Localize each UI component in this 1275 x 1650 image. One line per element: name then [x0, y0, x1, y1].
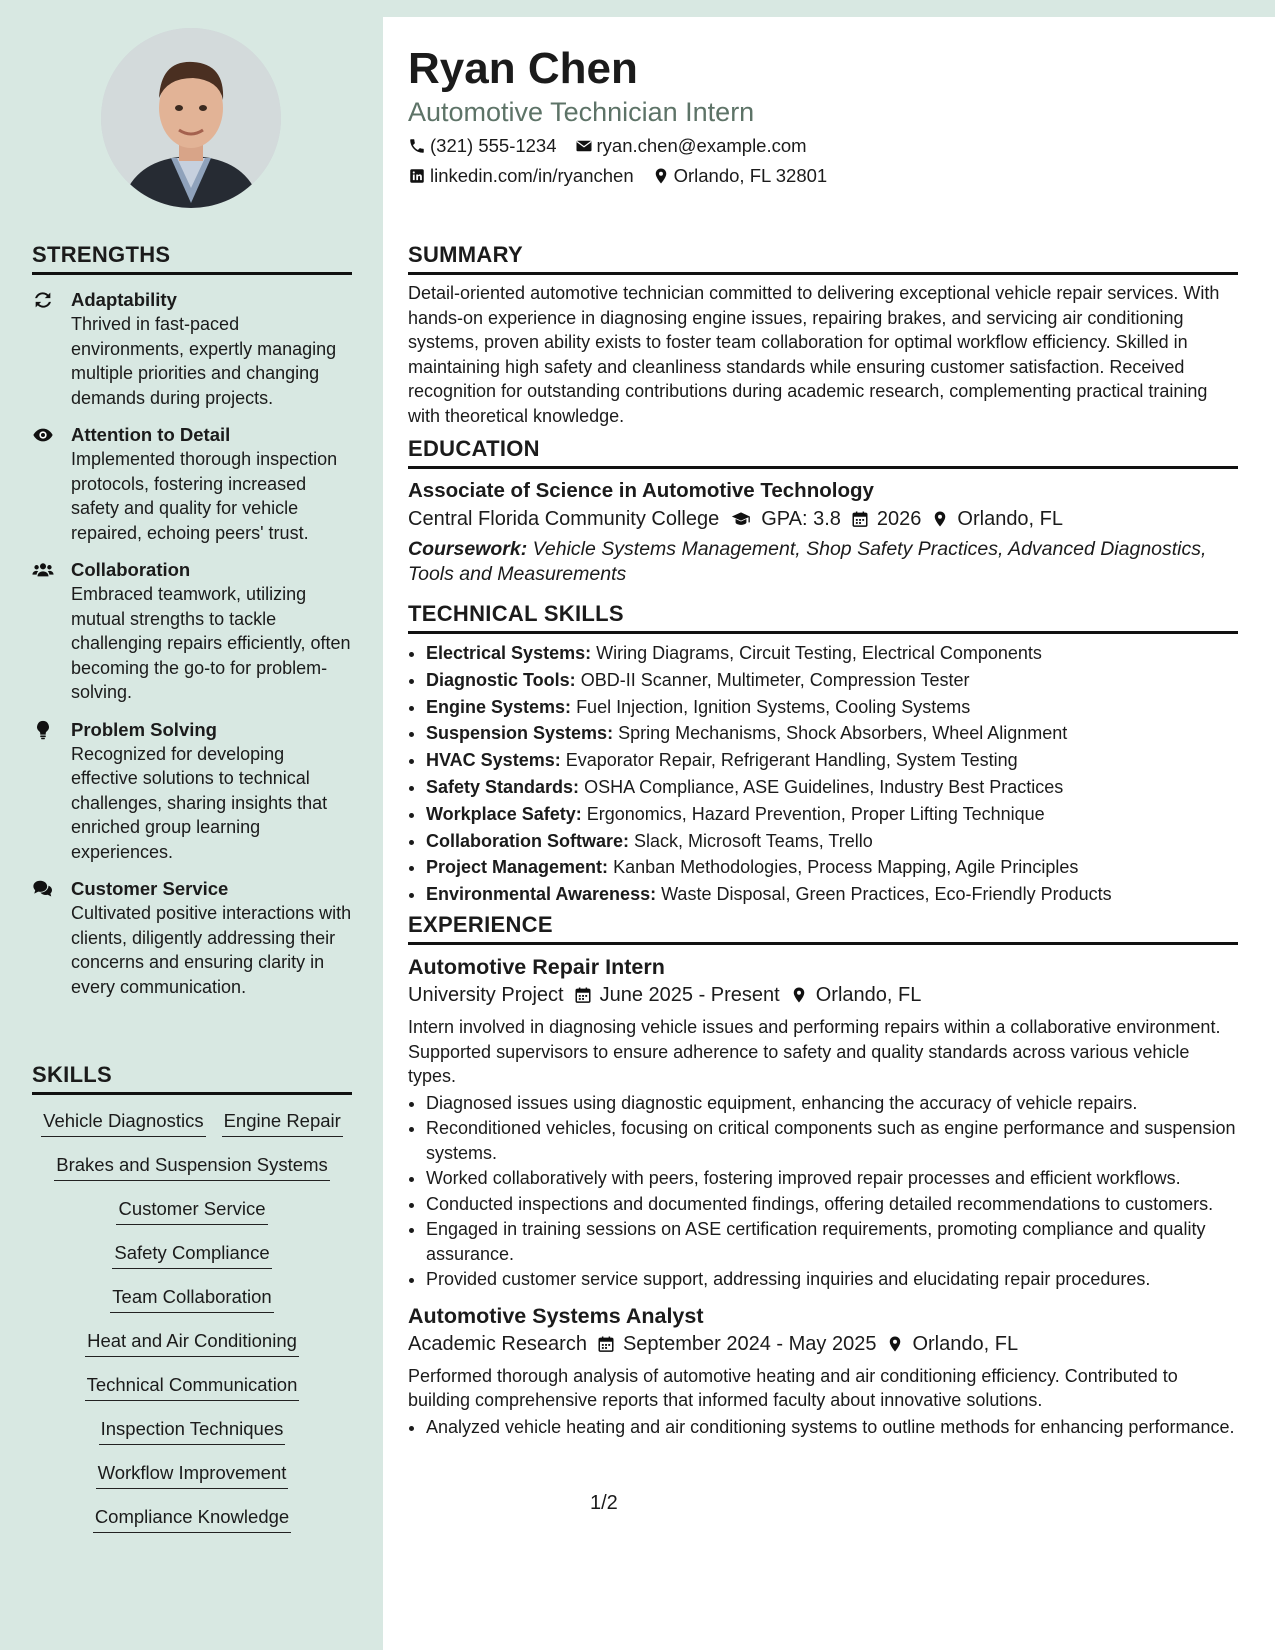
job-bullet: • Engaged in training sessions on ASE certification requirements, promoting compliance and quality assurance.: [426, 1217, 1238, 1266]
strength-title: Adaptability: [71, 289, 177, 310]
refresh-icon: [32, 289, 54, 311]
eye-icon: [32, 424, 54, 446]
technical-skills-heading: TECHNICAL SKILLS: [408, 601, 1238, 634]
degree-title: Associate of Science in Automotive Technology: [408, 479, 874, 502]
candidate-name: Ryan Chen: [408, 44, 638, 93]
strength-item: [32, 717, 352, 865]
job-location: Orlando, FL: [815, 984, 922, 1006]
page-number: 1/2: [590, 1492, 618, 1514]
email-contact: [575, 134, 807, 158]
strength-title: Problem Solving: [71, 718, 217, 740]
technical-skill-item: [426, 667, 1238, 694]
technical-skill-value: Slack, Microsoft Teams, Trello: [634, 830, 873, 851]
job-bullet: • Diagnosed issues using diagnostic equipment, enhancing the accuracy of vehicle repairs.: [426, 1091, 1238, 1116]
jobs-list: [408, 953, 1238, 1439]
skill-tag: Brakes and Suspension Systems: [54, 1153, 329, 1181]
skill-tag: Safety Compliance: [112, 1241, 271, 1269]
location-text: Orlando, FL 32801: [673, 165, 828, 186]
technical-skill-item: [426, 774, 1238, 801]
technical-skill-label: HVAC Systems:: [426, 750, 561, 771]
technical-skill-value: Waste Disposal, Green Practices, Eco-Friendly Products: [661, 884, 1112, 905]
technical-skills-list: [408, 640, 1238, 908]
gpa-item: [729, 505, 841, 533]
technical-skill-label: Project Management:: [426, 857, 609, 878]
summary-heading: SUMMARY: [408, 242, 1238, 275]
technical-skill-label: Diagnostic Tools:: [426, 669, 576, 690]
linkedin-contact: [408, 164, 634, 188]
contact-row-2: [408, 164, 827, 188]
calendar-icon: [574, 986, 592, 1004]
year-item: [851, 505, 922, 533]
skill-tag: Team Collaboration: [110, 1285, 273, 1313]
job-location-item: [790, 981, 922, 1009]
strength-description: Embraced teamwork, utilizing mutual strengths to tackle challenging repairs efficiently, often becoming the go-to for problem-solving.: [71, 584, 351, 702]
map-marker-icon: [931, 510, 949, 528]
technical-skill-value: Fuel Injection, Ignition Systems, Cooling Systems: [576, 696, 971, 717]
job-entry: [408, 953, 1238, 1292]
gpa-text: GPA: 3.8: [761, 508, 841, 530]
technical-skill-item: [426, 828, 1238, 855]
education-section: [408, 436, 1238, 587]
job-dates: September 2024 - May 2025: [622, 1332, 877, 1355]
experience-section: [408, 912, 1238, 1440]
skill-tag: Customer Service: [116, 1197, 267, 1225]
comments-icon: [32, 878, 54, 900]
coursework-label: Coursework:: [408, 538, 528, 560]
technical-skill-label: Suspension Systems:: [426, 723, 614, 744]
strength-title: Customer Service: [71, 878, 229, 899]
job-bullet: • Worked collaboratively with peers, fostering improved repair processes and efficient workflows.: [426, 1166, 1238, 1191]
job-dates-item: [574, 981, 780, 1009]
technical-skill-value: Evaporator Repair, Refrigerant Handling, System Testing: [565, 750, 1018, 771]
map-marker-icon: [790, 986, 808, 1004]
job-bullets: [408, 1091, 1238, 1292]
technical-skill-item: [426, 854, 1238, 881]
job-title: Automotive Repair Intern: [408, 955, 665, 979]
skills-list: [32, 1109, 352, 1533]
phone-contact: [408, 134, 557, 158]
lightbulb-icon: [32, 719, 54, 741]
job-meta: [408, 1330, 1238, 1358]
skill-tag: Vehicle Diagnostics: [41, 1109, 205, 1137]
users-icon: [32, 559, 54, 581]
skill-tag: Engine Repair: [222, 1109, 343, 1137]
main-content: [383, 17, 1275, 1650]
job-summary: Performed thorough analysis of automotive heating and air conditioning efficiency. Contributed to building comprehensive reports that informed faculty about innovative solutions.: [408, 1365, 1178, 1410]
technical-skill-item: [426, 881, 1238, 908]
linkedin-icon: [408, 167, 426, 185]
candidate-role: Automotive Technician Intern: [408, 97, 755, 127]
skills-section: [32, 1062, 352, 1533]
strength-description: Implemented thorough inspection protocols, fostering increased safety and quality for vehicle repaired, echoing peers' trust.: [71, 449, 338, 543]
job-dates-item: [597, 1330, 877, 1358]
job-location: Orlando, FL: [912, 1332, 1019, 1355]
technical-skill-item: [426, 747, 1238, 774]
strength-item: [32, 287, 352, 410]
location-contact: [652, 164, 828, 188]
education-heading: EDUCATION: [408, 436, 1238, 469]
strengths-list: [32, 287, 352, 999]
technical-skill-item: [426, 694, 1238, 721]
strength-item: [32, 422, 352, 545]
job-entry: [408, 1302, 1238, 1440]
map-marker-icon: [652, 167, 670, 185]
job-meta: [408, 981, 1238, 1009]
technical-skill-label: Workplace Safety:: [426, 803, 582, 824]
skill-tag: Technical Communication: [85, 1373, 300, 1401]
coursework: [408, 537, 1238, 587]
email-text: ryan.chen@example.com: [596, 135, 807, 156]
education-meta: [408, 505, 1238, 533]
year-text: 2026: [876, 508, 922, 530]
job-bullet: • Conducted inspections and documented findings, offering detailed recommendations to customers.: [426, 1192, 1238, 1217]
strength-description: Recognized for developing effective solutions to technical challenges, sharing insights that enriched group learning experiences.: [71, 743, 328, 862]
strengths-section: [32, 242, 352, 999]
education-location-text: Orlando, FL: [957, 508, 1064, 530]
sidebar: [0, 0, 383, 1650]
job-dates: June 2025 - Present: [599, 984, 780, 1006]
technical-skill-value: Spring Mechanisms, Shock Absorbers, Wheel Alignment: [618, 723, 1068, 744]
skill-tag: Heat and Air Conditioning: [85, 1329, 299, 1357]
job-bullets: [408, 1415, 1238, 1440]
strength-description: Cultivated positive interactions with clients, diligently addressing their concerns and ensuring clarity in every communication.: [71, 903, 352, 997]
technical-skill-item: [426, 720, 1238, 747]
technical-skill-item: [426, 801, 1238, 828]
technical-skill-value: Ergonomics, Hazard Prevention, Proper Lifting Technique: [586, 803, 1045, 824]
technical-skill-value: Kanban Methodologies, Process Mapping, Agile Principles: [613, 857, 1079, 878]
phone-text: (321) 555-1234: [430, 135, 557, 156]
technical-skill-label: Electrical Systems:: [426, 643, 592, 663]
skills-heading: SKILLS: [32, 1062, 352, 1095]
job-bullet: • Reconditioned vehicles, focusing on critical components such as engine performance and suspension systems.: [426, 1116, 1238, 1165]
technical-skill-value: Wiring Diagrams, Circuit Testing, Electrical Components: [596, 643, 1042, 663]
technical-skills-section: [408, 601, 1238, 908]
experience-heading: EXPERIENCE: [408, 912, 1238, 945]
technical-skill-label: Safety Standards:: [426, 776, 580, 797]
strength-item: [32, 557, 352, 705]
job-location-item: [886, 1330, 1018, 1358]
technical-skill-label: Engine Systems:: [426, 696, 572, 717]
summary-text: Detail-oriented automotive technician committed to delivering exceptional vehicle repair services. With hands-on experience in diagnosing engine issues, repairing brakes, and servicing air conditioning systems, proven ability exists to foster team collaboration for optimal workflow efficiency. Skilled in maintaining high safety and cleanliness standards while ensuring customer satisfaction. Received recognition for outstanding contributions during academic research, complementing practical training with theoretical knowledge.: [408, 283, 1220, 426]
graduation-cap-icon: [729, 509, 753, 529]
education-location-item: [931, 505, 1063, 533]
envelope-icon: [575, 137, 593, 155]
job-organization: Academic Research: [408, 1332, 587, 1355]
technical-skill-label: Collaboration Software:: [426, 830, 630, 851]
calendar-icon: [597, 1335, 615, 1353]
technical-skill-value: OBD-II Scanner, Multimeter, Compression Tester: [580, 669, 970, 690]
coursework-text: Vehicle Systems Management, Shop Safety Practices, Advanced Diagnostics, Tools and Measurements: [408, 538, 1207, 585]
strength-title: Attention to Detail: [71, 424, 231, 445]
summary-section: [408, 242, 1238, 428]
contact-row-1: [408, 134, 807, 158]
skill-tag: Compliance Knowledge: [93, 1505, 291, 1533]
job-bullet: • Provided customer service support, addressing inquiries and elucidating repair procedures.: [426, 1267, 1238, 1292]
linkedin-text: linkedin.com/in/ryanchen: [430, 165, 634, 186]
technical-skill-label: Environmental Awareness:: [426, 884, 657, 905]
profile-photo: [101, 28, 281, 208]
strength-title: Collaboration: [71, 559, 191, 580]
technical-skill-item: [426, 640, 1238, 667]
strengths-heading: STRENGTHS: [32, 242, 352, 275]
strength-description: Thrived in fast-paced environments, expertly managing multiple priorities and changing demands during projects.: [71, 314, 337, 408]
skill-tag: Workflow Improvement: [96, 1461, 289, 1489]
job-title: Automotive Systems Analyst: [408, 1303, 704, 1328]
phone-icon: [408, 137, 426, 155]
school-name: Central Florida Community College: [408, 508, 720, 530]
job-summary: Intern involved in diagnosing vehicle issues and performing repairs within a collaborative environment. Supported supervisors to ensure adherence to safety and quality standards across various vehicle types.: [408, 1017, 1221, 1086]
strength-item: [32, 876, 352, 999]
skill-tag: Inspection Techniques: [99, 1417, 286, 1445]
map-marker-icon: [886, 1335, 904, 1353]
calendar-icon: [851, 510, 869, 528]
technical-skill-value: OSHA Compliance, ASE Guidelines, Industry Best Practices: [584, 776, 1064, 797]
job-organization: University Project: [408, 984, 564, 1006]
job-bullet: • Analyzed vehicle heating and air conditioning systems to outline methods for enhancing performance.: [426, 1415, 1238, 1440]
